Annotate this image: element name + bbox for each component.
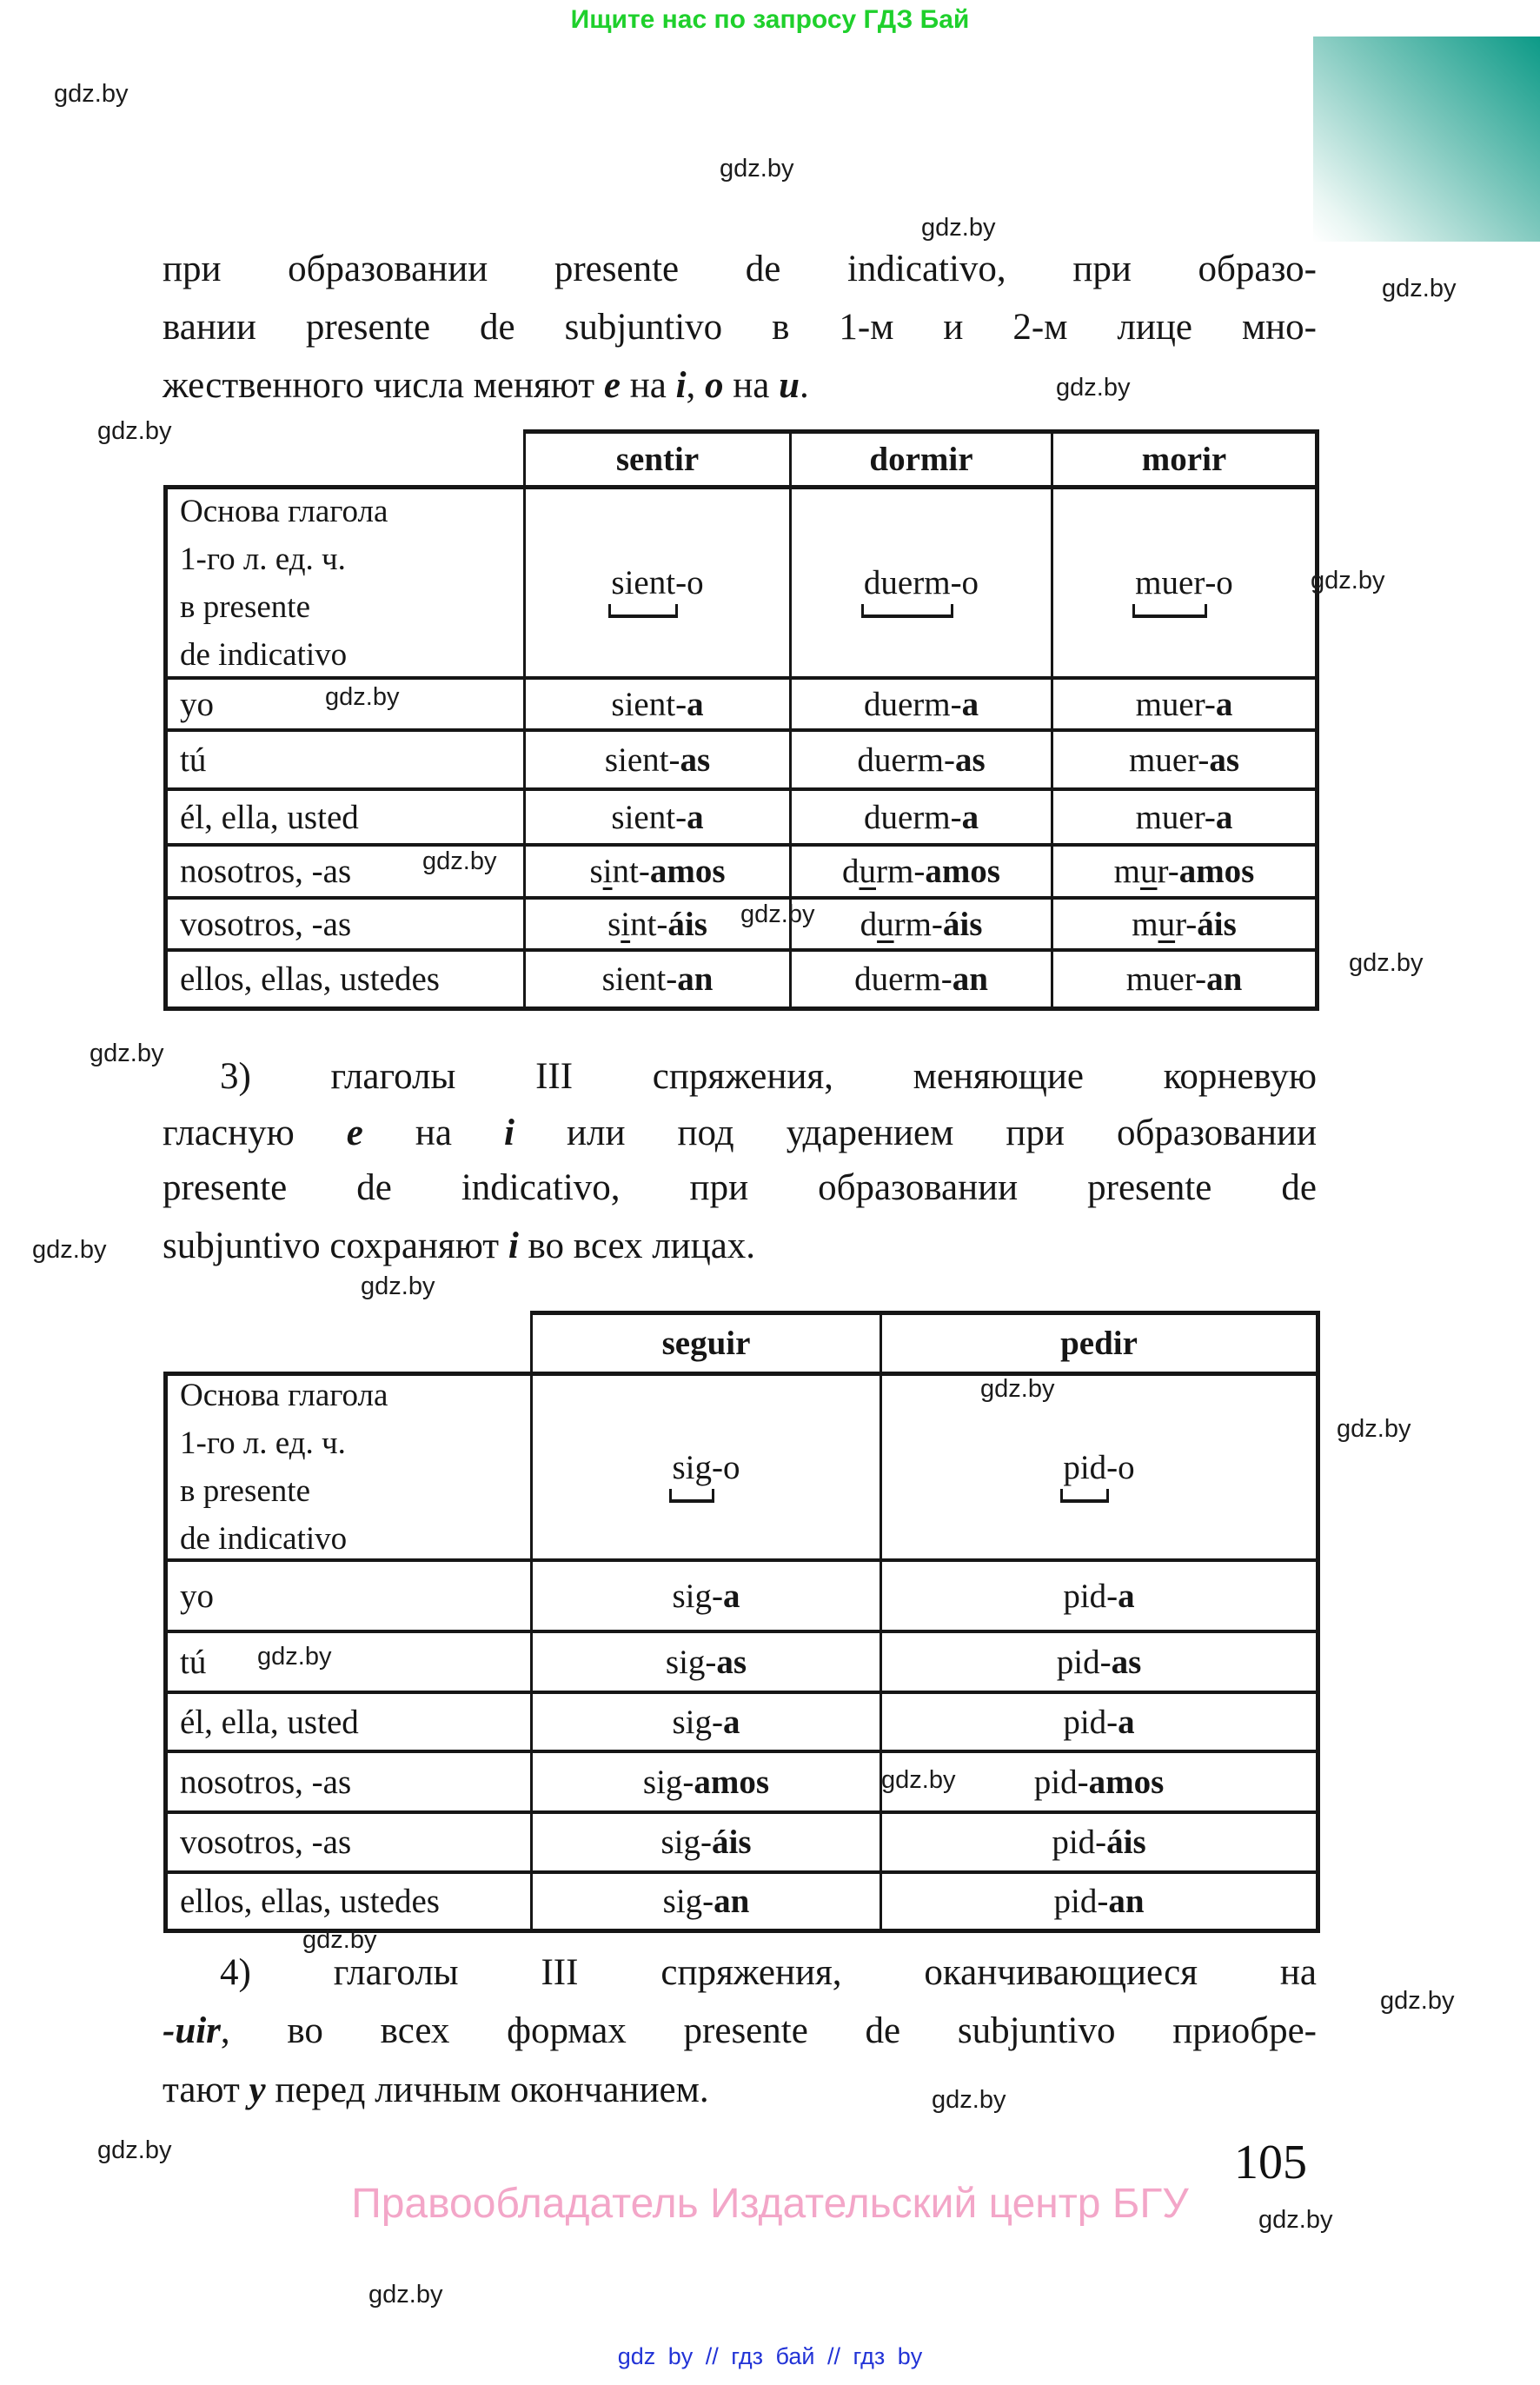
verb-form-cell: duerm- as xyxy=(789,728,1051,787)
verb-form-cell: pid- áis xyxy=(880,1810,1316,1870)
verb-form-cell: sient- a xyxy=(523,676,789,728)
table2-row-label: yo xyxy=(163,1558,530,1630)
gdz-watermark: gdz.by xyxy=(302,1926,377,1954)
verb-form-cell: duerm- a xyxy=(789,787,1051,843)
table1-row-label: yo xyxy=(163,676,523,728)
table1-stem-dormir xyxy=(789,485,1051,676)
table1-header-morir: morir xyxy=(1051,429,1315,485)
page-number: 105 xyxy=(1234,2136,1307,2189)
intro-line-2: вании presente de subjuntivo в 1-м и 2-м лице мно- xyxy=(163,307,1317,348)
verb-form-cell: sig- áis xyxy=(530,1810,880,1870)
table1-stem-morir xyxy=(1051,485,1315,676)
stem-label-line: 1-го л. ед. ч. xyxy=(180,1425,346,1461)
verb-form-cell: d u rm- amos xyxy=(789,843,1051,896)
gdz-watermark: gdz.by xyxy=(422,847,497,875)
verb-form-cell: sient- a xyxy=(523,787,789,843)
footer-links[interactable]: gdz by // гдз бай // гдз by xyxy=(617,2343,923,2369)
verb-form-cell: pid- a xyxy=(880,1558,1316,1630)
verb-form-cell: s i nt- amos xyxy=(523,843,789,896)
verb-form-cell: duerm- an xyxy=(789,948,1051,1006)
gdz-watermark: gdz.by xyxy=(1337,1415,1411,1443)
verb-form-cell: pid- amos xyxy=(880,1750,1316,1810)
gdz-watermark: gdz.by xyxy=(97,417,172,445)
conjugation-table-seguir-pedir xyxy=(163,1311,1320,1933)
bracketed-stem: pid xyxy=(1063,1448,1107,1486)
bracketed-stem: sig xyxy=(672,1448,712,1486)
intro-line-3: жественного числа меняют e на i, o на u. xyxy=(163,365,809,406)
table2-row-label: vosotros, -as xyxy=(163,1810,530,1870)
gdz-watermark: gdz.by xyxy=(90,1040,164,1067)
stem-suffix: -o xyxy=(950,564,979,601)
bracketed-stem: duerm xyxy=(863,564,951,601)
gdz-watermark: gdz.by xyxy=(1311,567,1385,595)
verb-form-cell: sient- as xyxy=(523,728,789,787)
gdz-watermark: gdz.by xyxy=(97,2136,172,2164)
table2-row-label: tú xyxy=(163,1630,530,1691)
verb-form-cell: sient- an xyxy=(523,948,789,1006)
gdz-watermark: gdz.by xyxy=(740,900,815,928)
verb-form-cell: m u r- amos xyxy=(1051,843,1315,896)
intro-line-1: при образовании presente de indicativo, при образо- xyxy=(163,249,1317,289)
table1-row-label: él, ella, usted xyxy=(163,787,523,843)
stem-suffix: -o xyxy=(712,1448,740,1486)
table1-header-sentir: sentir xyxy=(523,429,789,485)
table2-header-pedir: pedir xyxy=(880,1311,1316,1372)
promo-banner-text: Ищите нас по запросу ГДЗ Бай xyxy=(570,5,970,34)
section3-line-4: subjuntivo сохраняют i во всех лицах. xyxy=(163,1226,756,1266)
stem-label-line: 1-го л. ед. ч. xyxy=(180,541,346,577)
table1-stem-sentir xyxy=(523,485,789,676)
section4-line-1: 4) глаголы III спряжения, оканчивающиеся на xyxy=(220,1952,1317,1993)
section3-line-2: гласную e на i или под ударением при образовании xyxy=(163,1113,1317,1153)
gdz-watermark: gdz.by xyxy=(1056,374,1131,402)
gdz-watermark: gdz.by xyxy=(368,2281,443,2309)
section3-line-1: 3) глаголы III спряжения, меняющие корневую xyxy=(220,1056,1317,1097)
table1-header-dormir: dormir xyxy=(789,429,1051,485)
gdz-watermark: gdz.by xyxy=(32,1236,107,1264)
verb-form-cell: duerm- a xyxy=(789,676,1051,728)
gdz-watermark: gdz.by xyxy=(257,1643,332,1671)
gdz-watermark: gdz.by xyxy=(1382,275,1457,302)
section3-line-3: presente de indicativo, при образовании presente de xyxy=(163,1167,1317,1208)
gdz-watermark: gdz.by xyxy=(881,1766,956,1794)
gdz-watermark: gdz.by xyxy=(921,214,996,242)
table2-corner-empty xyxy=(163,1311,530,1372)
section4-line-2: -uir, во всех формах presente de subjuntivo приобре- xyxy=(163,2010,1317,2051)
verb-form-cell: sig- an xyxy=(530,1870,880,1929)
stem-label-line: de indicativo xyxy=(180,636,348,673)
gdz-watermark: gdz.by xyxy=(1258,2206,1333,2234)
table1-row-label: nosotros, -as xyxy=(163,843,523,896)
table1-row-label: tú xyxy=(163,728,523,787)
section4-line-3: тают y перед личным окончанием. xyxy=(163,2069,709,2110)
table2-header-seguir: seguir xyxy=(530,1311,880,1372)
verb-form-cell: sig- a xyxy=(530,1558,880,1630)
verb-form-cell: m u r- áis xyxy=(1051,896,1315,948)
verb-form-cell: sig- a xyxy=(530,1691,880,1750)
stem-label-line: de indicativo xyxy=(180,1521,348,1557)
gdz-watermark: gdz.by xyxy=(1349,949,1424,977)
gdz-watermark: gdz.by xyxy=(54,80,129,108)
teal-gradient-decoration xyxy=(1313,37,1540,242)
stem-label-line: Основа глагола xyxy=(180,1378,388,1413)
gdz-watermark: gdz.by xyxy=(325,683,400,711)
gdz-watermark: gdz.by xyxy=(980,1375,1055,1403)
gdz-watermark: gdz.by xyxy=(720,155,794,183)
verb-form-cell: sig- as xyxy=(530,1630,880,1691)
copyright-text: Правообладатель Издательский центр БГУ xyxy=(351,2181,1189,2227)
table1-stem-label xyxy=(163,485,523,676)
table1-row-label: ellos, ellas, ustedes xyxy=(163,948,523,1006)
verb-form-cell: pid- an xyxy=(880,1870,1316,1929)
stem-label-line: в presente xyxy=(180,1473,310,1509)
table1-row-label: vosotros, -as xyxy=(163,896,523,948)
verb-form-cell: muer- a xyxy=(1051,787,1315,843)
stem-suffix: -o xyxy=(1205,564,1233,601)
table2-row-label: él, ella, usted xyxy=(163,1691,530,1750)
stem-suffix: -o xyxy=(675,564,704,601)
table1-corner-empty xyxy=(163,429,523,485)
bracketed-stem: sient xyxy=(611,564,676,601)
verb-form-cell: pid- as xyxy=(880,1630,1316,1691)
table2-row-label: nosotros, -as xyxy=(163,1750,530,1810)
gdz-watermark: gdz.by xyxy=(1380,1987,1455,2015)
table2-stem-seguir xyxy=(530,1372,880,1558)
verb-form-cell: pid- a xyxy=(880,1691,1316,1750)
bracketed-stem: muer xyxy=(1135,564,1205,601)
stem-suffix: -o xyxy=(1106,1448,1135,1486)
stem-label-line: в presente xyxy=(180,588,310,625)
table2-stem-label xyxy=(163,1372,530,1558)
table2-row-label: ellos, ellas, ustedes xyxy=(163,1870,530,1929)
stem-label-line: Основа глагола xyxy=(180,493,388,529)
verb-form-cell: muer- an xyxy=(1051,948,1315,1006)
verb-form-cell: muer- a xyxy=(1051,676,1315,728)
verb-form-cell: sig- amos xyxy=(530,1750,880,1810)
gdz-watermark: gdz.by xyxy=(361,1272,435,1300)
verb-form-cell: muer- as xyxy=(1051,728,1315,787)
verb-form-cell: s i nt- áis xyxy=(523,896,789,948)
verb-form-cell: d u rm- áis xyxy=(789,896,1051,948)
table2-stem-pedir xyxy=(880,1372,1316,1558)
gdz-watermark: gdz.by xyxy=(932,2086,1006,2114)
